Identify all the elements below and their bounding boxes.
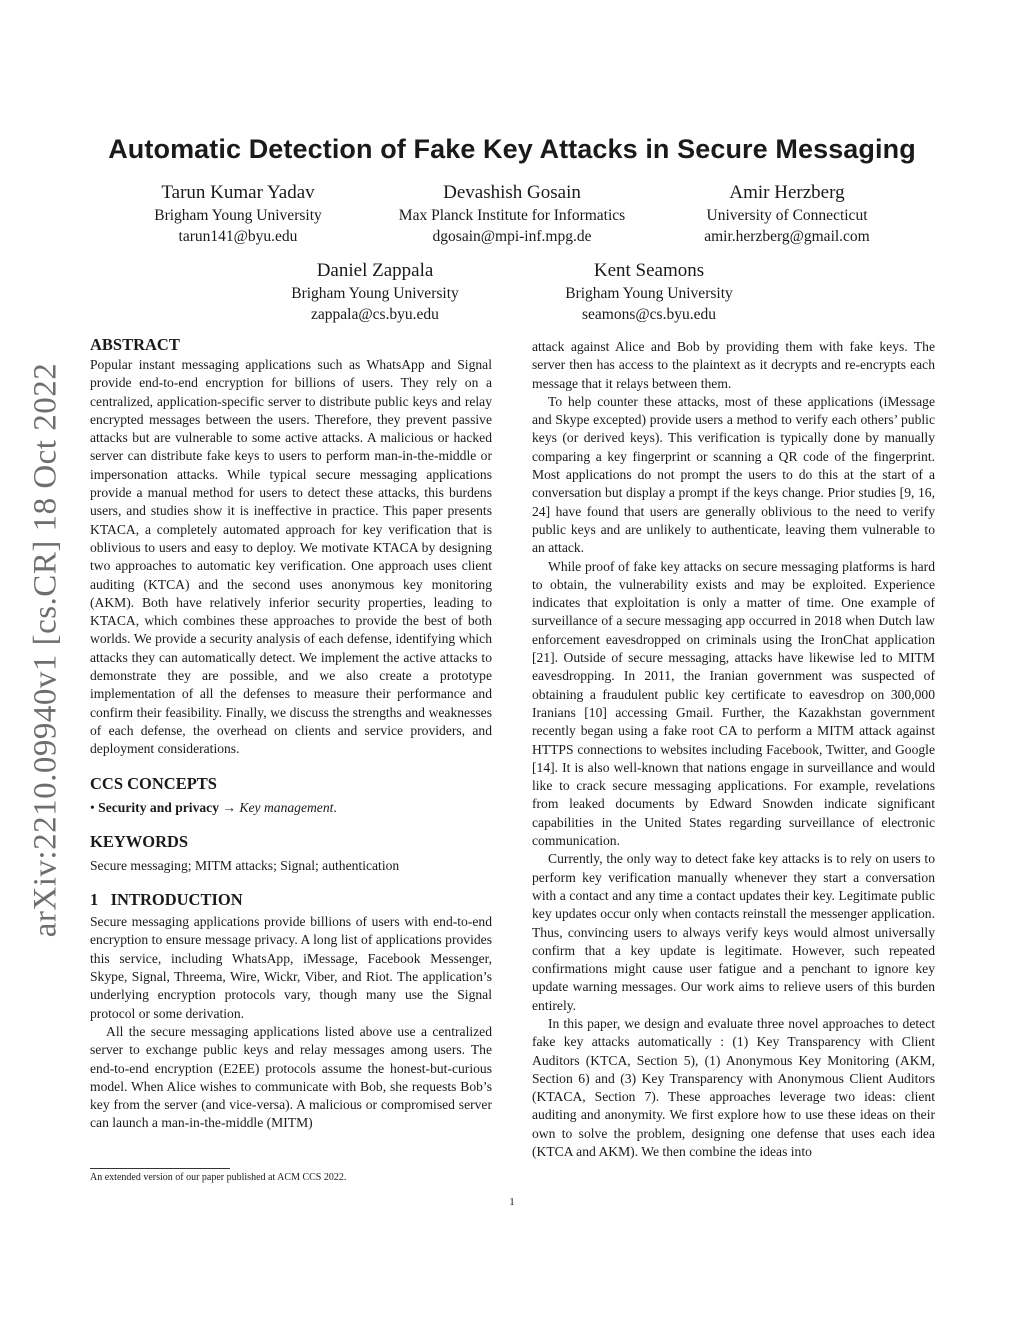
author-email: tarun141@byu.edu bbox=[178, 227, 298, 245]
intro-number: 1 bbox=[90, 890, 99, 910]
author-block bbox=[534, 258, 764, 325]
author-email: seamons@cs.byu.edu bbox=[582, 305, 716, 323]
ccs-heading: CCS CONCEPTS bbox=[90, 773, 217, 793]
author-name: Kent Seamons bbox=[593, 260, 705, 281]
left-column bbox=[90, 334, 492, 1133]
author-email: dgosain@mpi-inf.mpg.de bbox=[432, 227, 592, 245]
page-number: 1 bbox=[509, 1196, 515, 1208]
author-email: zappala@cs.byu.edu bbox=[311, 305, 439, 323]
footnote: An extended version of our paper published at ACM CCS 2022. bbox=[90, 1172, 347, 1183]
body-paragraph: While proof of fake key attacks on secure messaging platforms is hard to obtain, the vulnerability exists and may be exploited. Experience indicates that exploitation is only a matter of time. One example of surveillance of a secure messaging app occurred in 2018 when Dutch law enforcement eavesdropped on criminals using the IronChat application [21]. Outside of secure messaging, attacks have likewise led to MITM eavesdropping. In 2011, the Iranian government was suspected of obtaining a fraudulent public key certificate to eavesdrop on 300,000 Iranians [10] accessing Gmail. Further, the Kazakhstan government recently began using a fake root CA to perform a MITM attack against HTTPS connections to websites including Facebook, Twitter, and Google [14]. It is also well-known that nations engage in surveillance and would like to crack secure messaging applications. For example, revelations from leaked documents by Edward Snowden indicate significant capabilities in the United States regarding surveillance of electronic communication. bbox=[532, 558, 935, 849]
body-paragraph: attack against Alice and Bob by providing them with fake keys. The server then has access to the plaintext as it decrypts and re-encrypts each message that it relays between them. bbox=[532, 339, 935, 391]
author-name: Tarun Kumar Yadav bbox=[161, 182, 315, 203]
body-paragraph: In this paper, we design and evaluate three novel approaches to detect fake key attacks automatically : (1) Key Transparency with Client Auditors (KTCA, Section 5), (1) Anonymous Key Monitoring (AKM, Section 6) and (3) Key Transparency with Anonymous Client Auditors (KTACA, Section 7). These approaches leverage two ideas: client auditing and anonymity. We first explore how to use these ideas on their own to solve the problem, designing one defense that uses each idea (KTCA and AKM). We then combine the ideas into bbox=[532, 1015, 935, 1160]
intro-heading bbox=[90, 889, 492, 911]
keywords-heading: KEYWORDS bbox=[90, 831, 189, 851]
author-affiliation: Brigham Young University bbox=[565, 285, 733, 302]
author-affiliation: Max Planck Institute for Informatics bbox=[398, 207, 626, 224]
author-name: Daniel Zappala bbox=[316, 260, 434, 281]
author-affiliation: Brigham Young University bbox=[291, 285, 459, 302]
author-block bbox=[362, 180, 662, 247]
author-affiliation: Brigham Young University bbox=[154, 207, 322, 224]
intro-title: INTRODUCTION bbox=[110, 890, 243, 910]
arxiv-identifier-text: arXiv:2210.09940v1 [cs.CR] 18 Oct 2022 bbox=[27, 362, 64, 938]
author-name: Amir Herzberg bbox=[729, 182, 845, 203]
abstract-text: Popular instant messaging applications such as WhatsApp and Signal provide end-to-end encryption for billions of users. They rely on a centralized, application-specific server to distribute public keys and relay encrypted messages between the users. Therefore, they prevent passive attacks but are vulnerable to some active attacks. A malicious or hacked server can distribute fake keys to users to perform man-in-the-middle or impersonation attacks. While typical secure messaging applications provide a manual method for users to detect these attacks, this burdens users, and studies show it is ineffective in practice. This paper presents KTACA, a completely automated approach for key verification that is oblivious to users and easy to deploy. We motivate KTACA by designing two approaches to automatic key verification. One approach uses client auditing (KTCA) and the second uses anonymous key monitoring (AKM). Both have relatively inferior security properties, leading to KTACA, which combines these approaches to provide the best of both worlds. We provide a security analysis of each defense, identifying which attacks they can automatically detect. We implement the active attacks to demonstrate they are possible, and we also create a prototype implementation of all the defenses to measure their performance and confirm their feasibility. Finally, we discuss the strengths and weaknesses of each defense, the overhead on clients and service providers, and deployment considerations. bbox=[90, 357, 492, 757]
author-block bbox=[108, 180, 368, 247]
paper-title: Automatic Detection of Fake Key Attacks in Secure Messaging bbox=[108, 134, 916, 164]
author-email: amir.herzberg@gmail.com bbox=[704, 227, 870, 245]
author-block bbox=[260, 258, 490, 325]
abstract-heading: ABSTRACT bbox=[90, 335, 180, 354]
author-affiliation: University of Connecticut bbox=[706, 207, 868, 224]
ccs-bullet: • bbox=[90, 799, 95, 815]
ccs-bold: Security and privacy bbox=[98, 799, 220, 815]
ccs-concepts: • Security and privacy → Key management. bbox=[90, 799, 337, 815]
body-paragraph: Currently, the only way to detect fake key attacks is to rely on users to perform key verification manually whenever they start a conversation with a contact and any time a contact updates their key. Legitimate public key updates occur only when contacts reinstall the messenger application. Thus, convincing users to always verify keys would almost universally confirm that a key update is legitimate. However, such repeated confirmations might cause user fatigue and a penchant to ignore key update warning messages. Our work aims to relieve users of this burden entirely. bbox=[532, 851, 935, 1013]
right-column bbox=[532, 338, 935, 1161]
ccs-italic: Key management bbox=[239, 799, 334, 815]
footnote-rule bbox=[90, 1168, 230, 1169]
body-paragraph: To help counter these attacks, most of these applications (iMessage and Skype excepted) provide users a method to verify each others’ public keys (or derived keys). This verification is typically done by manually comparing a key fingerprint or scanning a QR code of the fingerprint. Most applications do not prompt the users to do this at the start of a conversation but display a prompt if the keys change. Prior studies [9, 16, 24] have found that users are generally oblivious to the need to verify public keys and are unlikely to authenticate, leaving them vulnerable to an attack. bbox=[532, 393, 935, 556]
intro-paragraph: All the secure messaging applications listed above use a centralized server to exchange public keys and relay messages among users. The end-to-end encryption (E2EE) protocols assume the honest-but-curious model. When Alice wishes to communicate with Bob, she requests Bob’s key from the server (and vice-versa). A malicious or compromised server can launch a man-in-the-middle (MITM) bbox=[90, 1023, 492, 1131]
keywords-text: Secure messaging; MITM attacks; Signal; authentication bbox=[90, 857, 400, 873]
author-name: Devashish Gosain bbox=[443, 182, 581, 203]
intro-paragraph: Secure messaging applications provide billions of users with end-to-end encryption to ensure message privacy. A long list of applications provides this service, including WhatsApp, iMessage, Facebook Messenger, Skype, Signal, Threema, Wire, Wickr, Viber, and Riot. The application’s underlying encryption protocols vary, though many use the Signal protocol or some derivation. bbox=[90, 914, 492, 1021]
author-block bbox=[667, 180, 907, 247]
ccs-arrow: → bbox=[222, 799, 237, 815]
